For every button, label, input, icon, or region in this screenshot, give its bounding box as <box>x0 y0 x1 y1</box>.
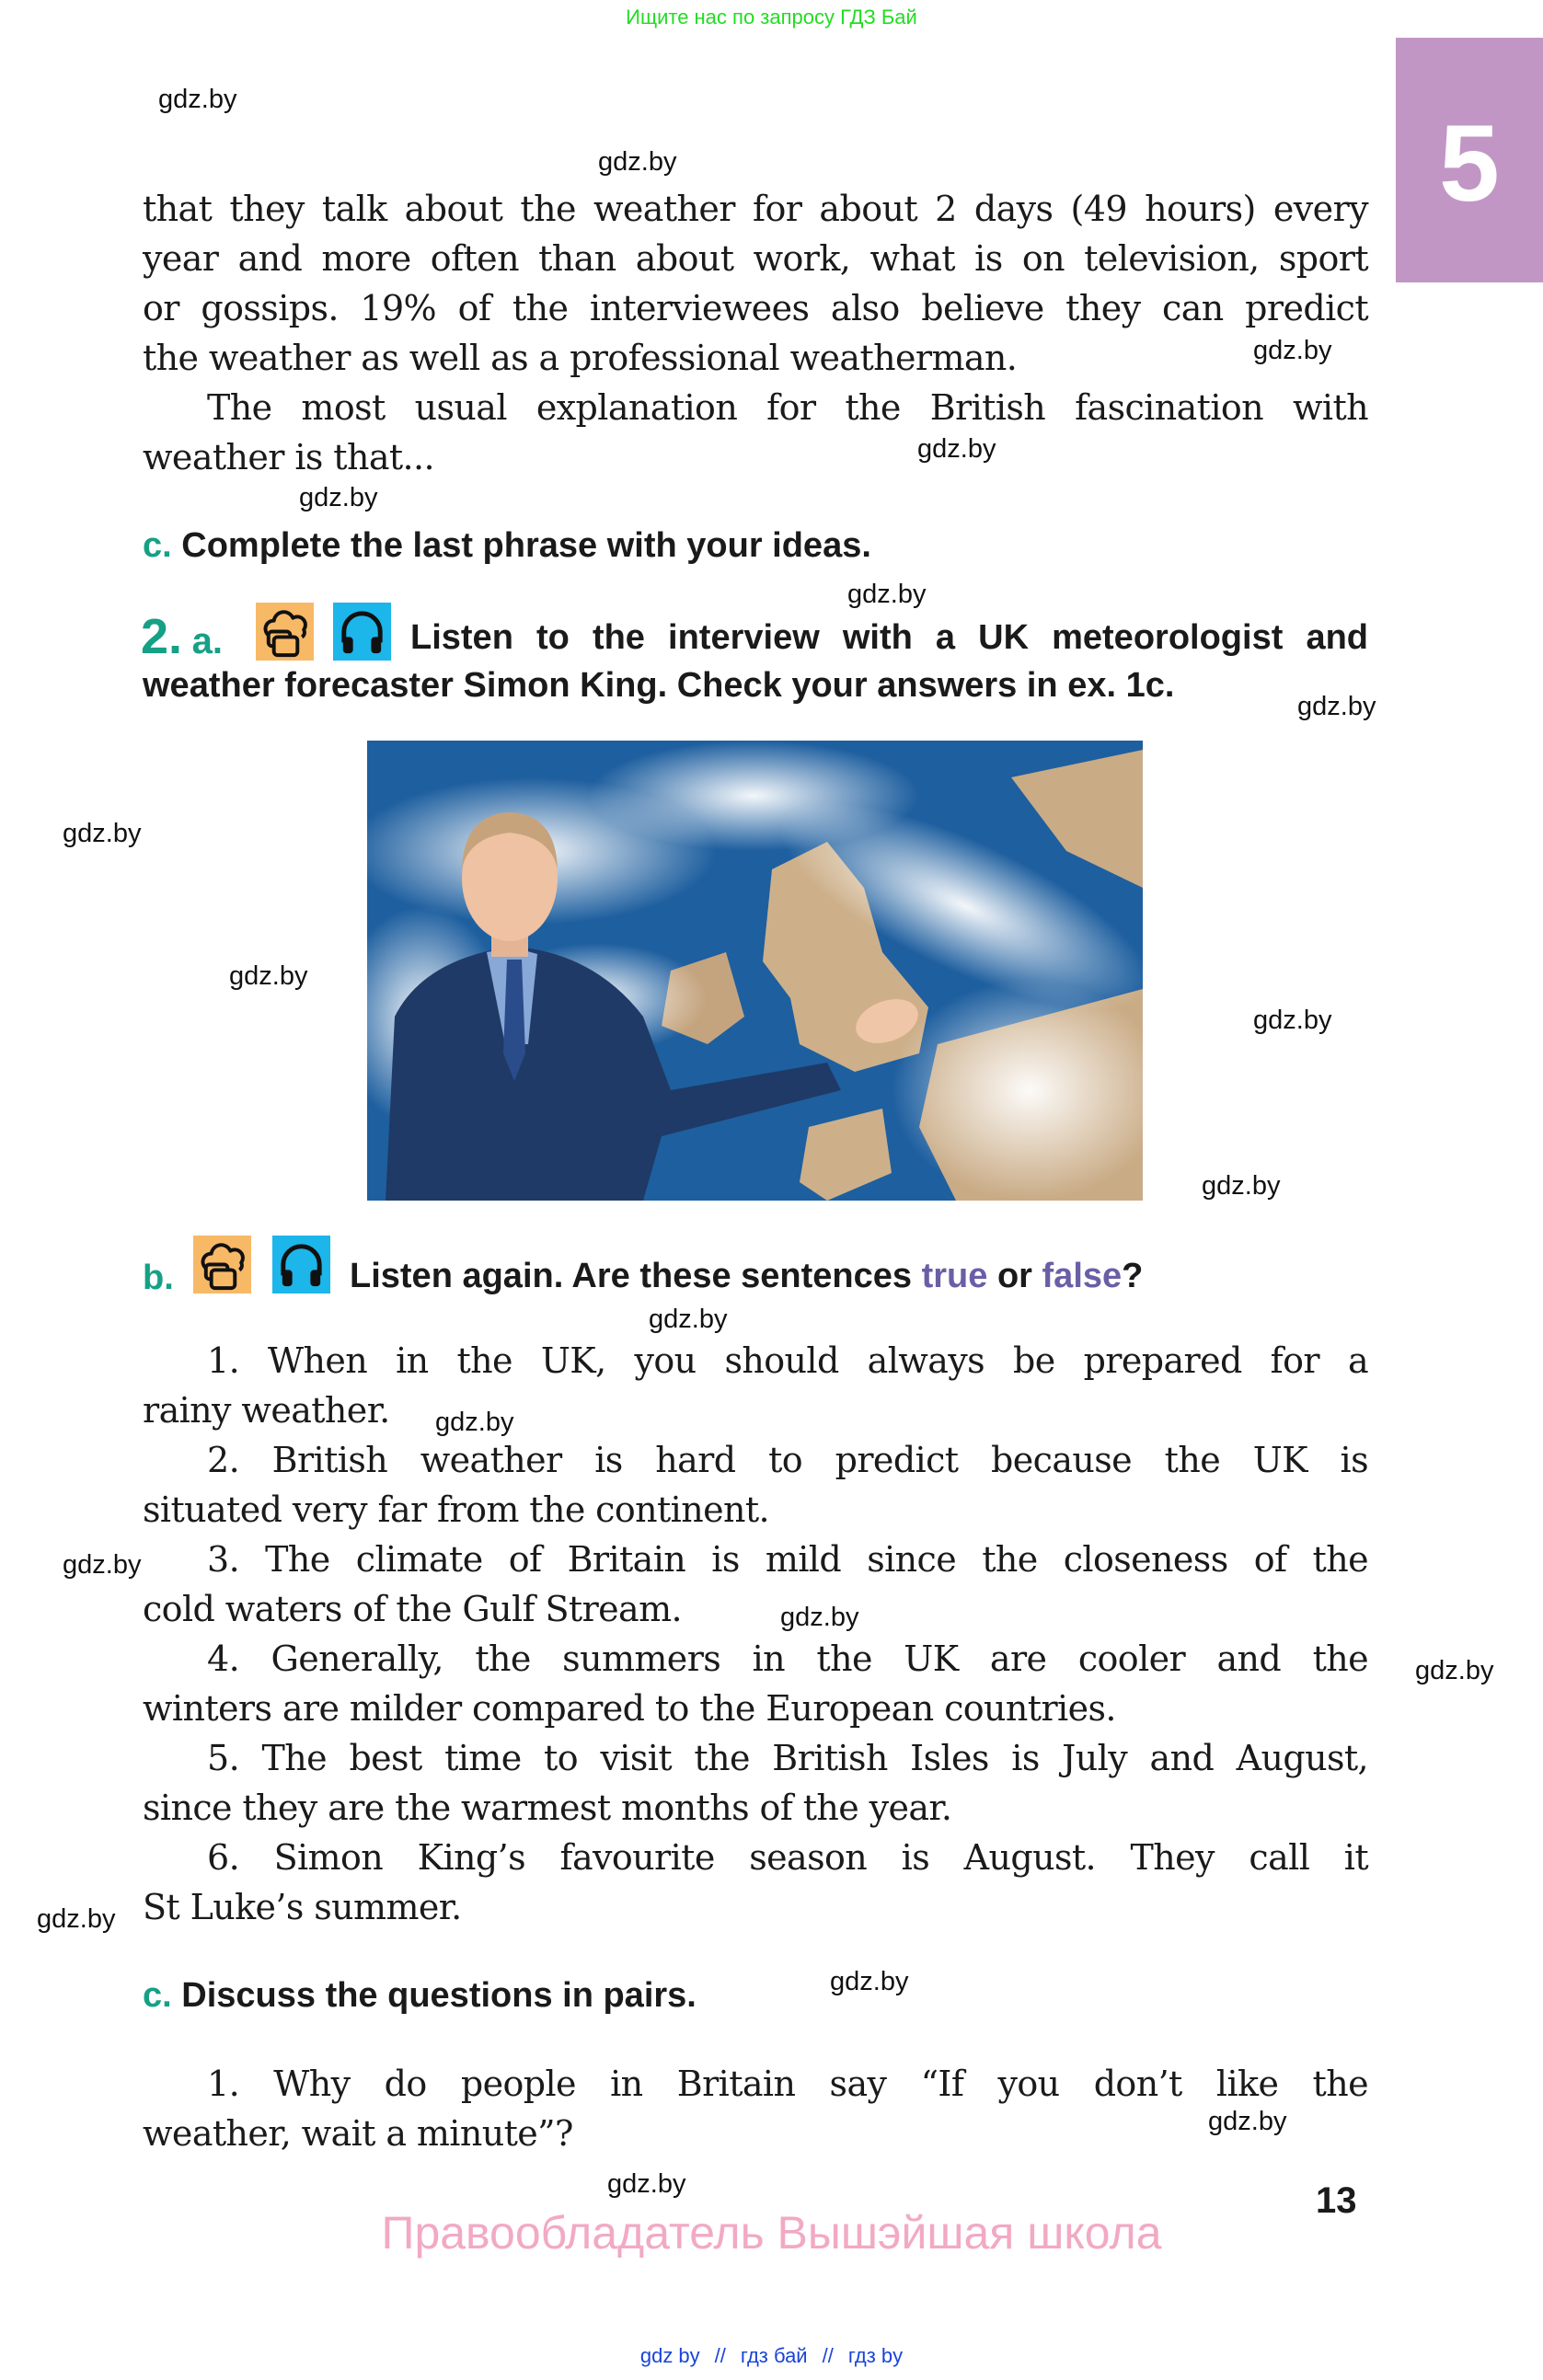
sentence-4-line: 4. Generally, the summers in the UK are cooler and the <box>207 1638 1368 1679</box>
watermark: gdz.by <box>649 1305 728 1334</box>
exercise-part-label: a. <box>191 621 223 661</box>
discuss-icon <box>256 603 314 661</box>
top-banner: Ищите нас по запросу ГДЗ Бай <box>626 6 917 29</box>
unit-tab <box>1396 38 1543 282</box>
watermark: gdz.by <box>917 434 996 464</box>
sentence-1-line: 1. When in the UK, you should always be prepared for a <box>207 1340 1368 1381</box>
sentence-6-line: St Luke’s summer. <box>143 1887 462 1927</box>
discuss-icon <box>193 1236 251 1293</box>
sentence-6-line: 6. Simon King’s favourite season is August. They call it <box>207 1837 1368 1878</box>
sentence-3-line: 3. The climate of Britain is mild since the closeness of the <box>207 1539 1368 1580</box>
exercise-instruction: Complete the last phrase with your ideas. <box>181 526 871 565</box>
paragraph-line: the weather as well as a professional weatherman. <box>143 338 1018 378</box>
exercise-2b-instruction <box>350 1257 1143 1296</box>
question-1-line: 1. Why do people in Britain say “If you don’t like the <box>207 2064 1368 2104</box>
watermark: gdz.by <box>63 819 142 848</box>
satellite-map-illustration <box>367 741 1143 1201</box>
watermark: gdz.by <box>1253 336 1332 365</box>
sentence-2-line: situated very far from the continent. <box>143 1489 770 1530</box>
unit-number: 5 <box>1439 103 1500 224</box>
footer-link[interactable]: гдз бай <box>740 2344 808 2367</box>
footer-link[interactable]: gdz by <box>639 2344 700 2367</box>
instruction-text: ? <box>1122 1257 1144 1295</box>
word-false: false <box>1042 1257 1123 1295</box>
question-1-line: weather, wait a minute”? <box>143 2113 573 2154</box>
weather-presenter-photo <box>367 741 1143 1201</box>
paragraph-line: weather is that... <box>143 437 434 477</box>
exercise-2c <box>143 1976 697 2016</box>
footer-separator: // <box>822 2344 834 2367</box>
watermark: gdz.by <box>158 85 237 114</box>
exercise-1c <box>143 526 871 566</box>
footer-link[interactable]: гдз by <box>847 2344 904 2367</box>
instruction-text: or <box>987 1257 1042 1295</box>
watermark: gdz.by <box>1202 1171 1281 1201</box>
exercise-label: c. <box>143 526 172 565</box>
watermark: gdz.by <box>607 2169 686 2199</box>
exercise-instruction: Discuss the questions in pairs. <box>181 1976 697 2015</box>
watermark: gdz.by <box>830 1967 909 1996</box>
watermark: gdz.by <box>435 1408 514 1437</box>
watermark: gdz.by <box>847 580 927 609</box>
exercise-2a-header <box>141 607 223 672</box>
sentence-1-line: rainy weather. <box>143 1390 390 1431</box>
headphones-icon <box>333 603 391 661</box>
watermark: gdz.by <box>1297 692 1376 721</box>
exercise-2a-instruction-line: Listen to the interview with a UK meteorologist and <box>410 618 1368 657</box>
paragraph-line: The most usual explanation for the British fascination with <box>207 387 1368 428</box>
sentence-5-line: 5. The best time to visit the British Isles is July and August, <box>207 1738 1368 1778</box>
paragraph-line: or gossips. 19% of the interviewees also believe they can predict <box>143 288 1368 328</box>
footer-links <box>0 2344 1543 2368</box>
copyright-notice: Правообладатель Вышэйшая школа <box>381 2207 1162 2259</box>
watermark: gdz.by <box>63 1550 142 1580</box>
page-number: 13 <box>1316 2180 1357 2221</box>
instruction-text: Listen again. Are these sentences <box>350 1257 922 1295</box>
watermark: gdz.by <box>229 961 308 991</box>
paragraph-line: that they talk about the weather for about 2 days (49 hours) every <box>143 189 1368 229</box>
headphones-icon <box>272 1236 330 1293</box>
watermark: gdz.by <box>299 483 378 512</box>
exercise-part-label: b. <box>143 1259 174 1297</box>
footer-separator: // <box>714 2344 726 2367</box>
watermark: gdz.by <box>1415 1656 1494 1685</box>
exercise-2a-instruction-line: weather forecaster Simon King. Check your answers in ex. 1c. <box>143 666 1175 705</box>
watermark: gdz.by <box>598 147 677 177</box>
sentence-2-line: 2. British weather is hard to predict because the UK is <box>207 1440 1368 1480</box>
watermark: gdz.by <box>780 1603 859 1632</box>
sentence-5-line: since they are the warmest months of the year. <box>143 1788 952 1828</box>
exercise-number: 2. <box>141 609 183 664</box>
watermark: gdz.by <box>1208 2107 1287 2136</box>
watermark: gdz.by <box>1253 1006 1332 1035</box>
exercise-part-label: c. <box>143 1976 172 2015</box>
sentence-4-line: winters are milder compared to the European countries. <box>143 1688 1116 1729</box>
word-true: true <box>921 1257 988 1295</box>
paragraph-line: year and more often than about work, what is on television, sport <box>143 238 1368 279</box>
sentence-3-line: cold waters of the Gulf Stream. <box>143 1589 682 1629</box>
watermark: gdz.by <box>37 1904 116 1934</box>
